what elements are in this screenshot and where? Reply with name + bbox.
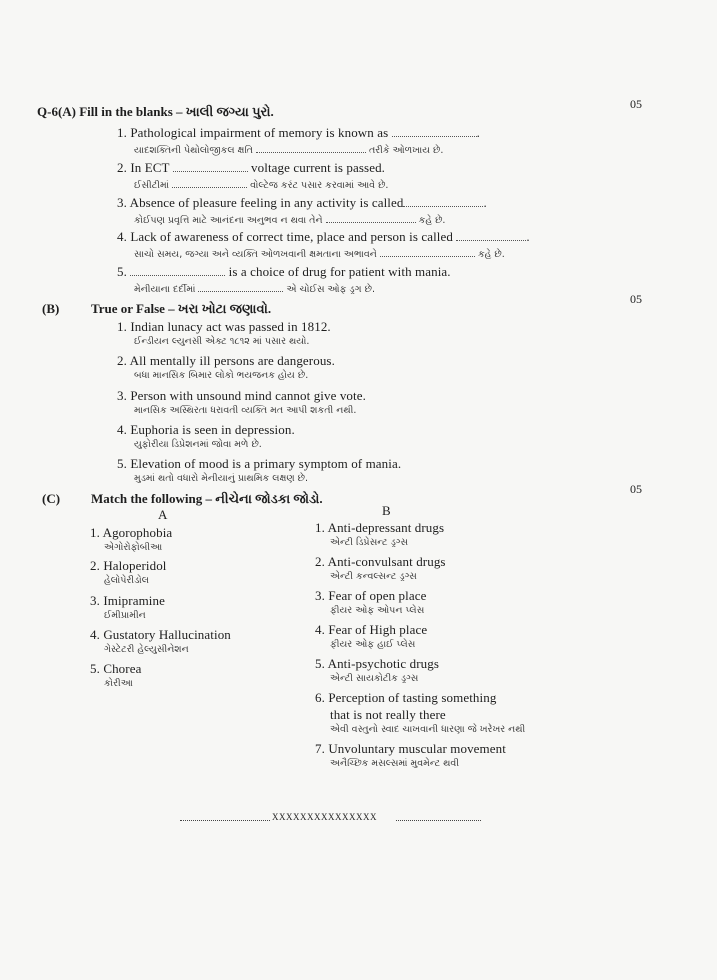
question-a1: 1. Pathological impairment of memory is known as . [117,125,480,140]
section-c-label: (C) [42,491,61,506]
section-b-label: (B) [42,301,60,316]
question-a1-gujarati: યાદશક્તિની પેથોલોજીકલ ક્ષતિ તરીકે ઓળખાય છે. [134,142,443,156]
match-a2-gujarati: હેલોપેરીડોલ [104,575,149,586]
question-a5-gujarati: મેનીયાના દર્દીમાં એ ચોઈસ ઓફ ડ્રગ છે. [134,281,375,295]
section-b-marks: 05 [630,292,642,306]
question-b3: 3. Person with unsound mind cannot give vote. [117,388,366,403]
question-a3-gujarati: કોઈપણ પ્રવૃત્તિ માટે આનંદના અનુભવ ન થવા તેને કહે છે. [134,212,445,226]
section-c-title: Match the following – નીચેના જોડકા જોડો. [91,491,323,506]
question-b4: 4. Euphoria is seen in depression. [117,422,295,437]
question-b2-gujarati: બધા માનસિક બિમાર લોકો ભયજનક હોય છે. [134,370,309,381]
question-a2: 2. In ECT voltage current is passed. [117,160,386,175]
question-a4: 4. Lack of awareness of correct time, place and person is called . [117,229,530,244]
match-b5: 5. Anti-psychotic drugs [315,656,439,671]
match-a3: 3. Imipramine [90,593,165,608]
match-b1: 1. Anti-depressant drugs [315,520,445,535]
match-b2-gujarati: એન્ટી કન્વલ્સન્ટ ડ્રગ્સ [330,571,417,582]
question-b1-gujarati: ઈન્ડીયન લ્યુનસી એક્ટ ૧૮૧૨ માં પસાર થયો. [134,336,310,347]
match-a5-gujarati: કોરીઆ [104,678,133,689]
question-b5-gujarati: મુડમાં થતો વધારો મેનીયાનું પ્રાથમિક લક્ષણ છે. [134,473,309,484]
match-b7-gujarati: અનૈચ્છિક મસલ્સમાં મુવમેન્ટ થવી [330,758,460,769]
match-a3-gujarati: ઈમીપ્રામીન [104,610,146,621]
question-b4-gujarati: યુફોરીયા ડિપ્રેશનમાં જોવા મળે છે. [134,439,262,450]
match-b6-gujarati: એવી વસ્તુનો સ્વાદ ચાખવાની ધારણા જે ખરેખર નથી [330,724,526,735]
section-c-marks: 05 [630,482,642,496]
question-a4-gujarati: સાચો સમય, જગ્યા અને વ્યક્તિ ઓળખવાની ક્ષમતાના અભાવને કહે છે. [134,246,505,260]
match-b4-gujarati: ફીયર ઓફ હાઈ પ્લેસ [330,639,416,650]
footer-rule-right [396,820,481,821]
question-b2: 2. All mentally ill persons are dangerous. [117,353,335,368]
match-a1: 1. Agorophobia [90,525,173,540]
match-b1-gujarati: એન્ટી ડિપ્રેસન્ટ ડ્રગ્સ [330,537,409,548]
match-b7: 7. Unvoluntary muscular movement [315,741,506,756]
section-a-title: Q-6(A) Fill in the blanks – ખાલી જગ્યા પુરો. [37,104,274,119]
question-b3-gujarati: માનસિક અસ્થિરતા ધરાવતી વ્યક્તિ મત આપી શકતી નથી. [134,405,357,416]
column-a-header: A [158,507,168,522]
match-b6: 6. Perception of tasting something [315,690,497,705]
section-a-marks: 05 [630,97,642,111]
match-a5: 5. Chorea [90,661,142,676]
footer-rule-left [180,820,270,821]
footer-end-mark: XXXXXXXXXXXXXXX [272,812,377,822]
question-a2-gujarati: ઈસીટીમાં વોલ્ટેજ કરંટ પસાર કરવામાં આવે છે. [134,177,388,191]
match-b5-gujarati: એન્ટી સાયકોટીક ડ્રગ્સ [330,673,419,684]
question-b5: 5. Elevation of mood is a primary symptom of mania. [117,456,402,471]
match-a2: 2. Haloperidol [90,558,167,573]
question-b1: 1. Indian lunacy act was passed in 1812. [117,319,331,334]
section-b-title: True or False – ખરા ખોટા જણાવો. [91,301,272,316]
match-a1-gujarati: એગોરોફોબીઆ [104,542,163,553]
match-b3-gujarati: ફીયર ઓફ ઓપન પ્લેસ [330,605,425,616]
match-b6-continued: that is not really there [330,707,446,722]
match-a4-gujarati: ગેસ્ટેટરી હેલ્યુસીનેશન [104,644,189,655]
match-b3: 3. Fear of open place [315,588,427,603]
match-b2: 2. Anti-convulsant drugs [315,554,446,569]
match-a4: 4. Gustatory Hallucination [90,627,231,642]
column-b-header: B [382,503,391,518]
match-b4: 4. Fear of High place [315,622,428,637]
question-a5: 5. is a choice of drug for patient with mania. [117,264,451,279]
question-a3: 3. Absence of pleasure feeling in any activity is called . [117,195,487,210]
